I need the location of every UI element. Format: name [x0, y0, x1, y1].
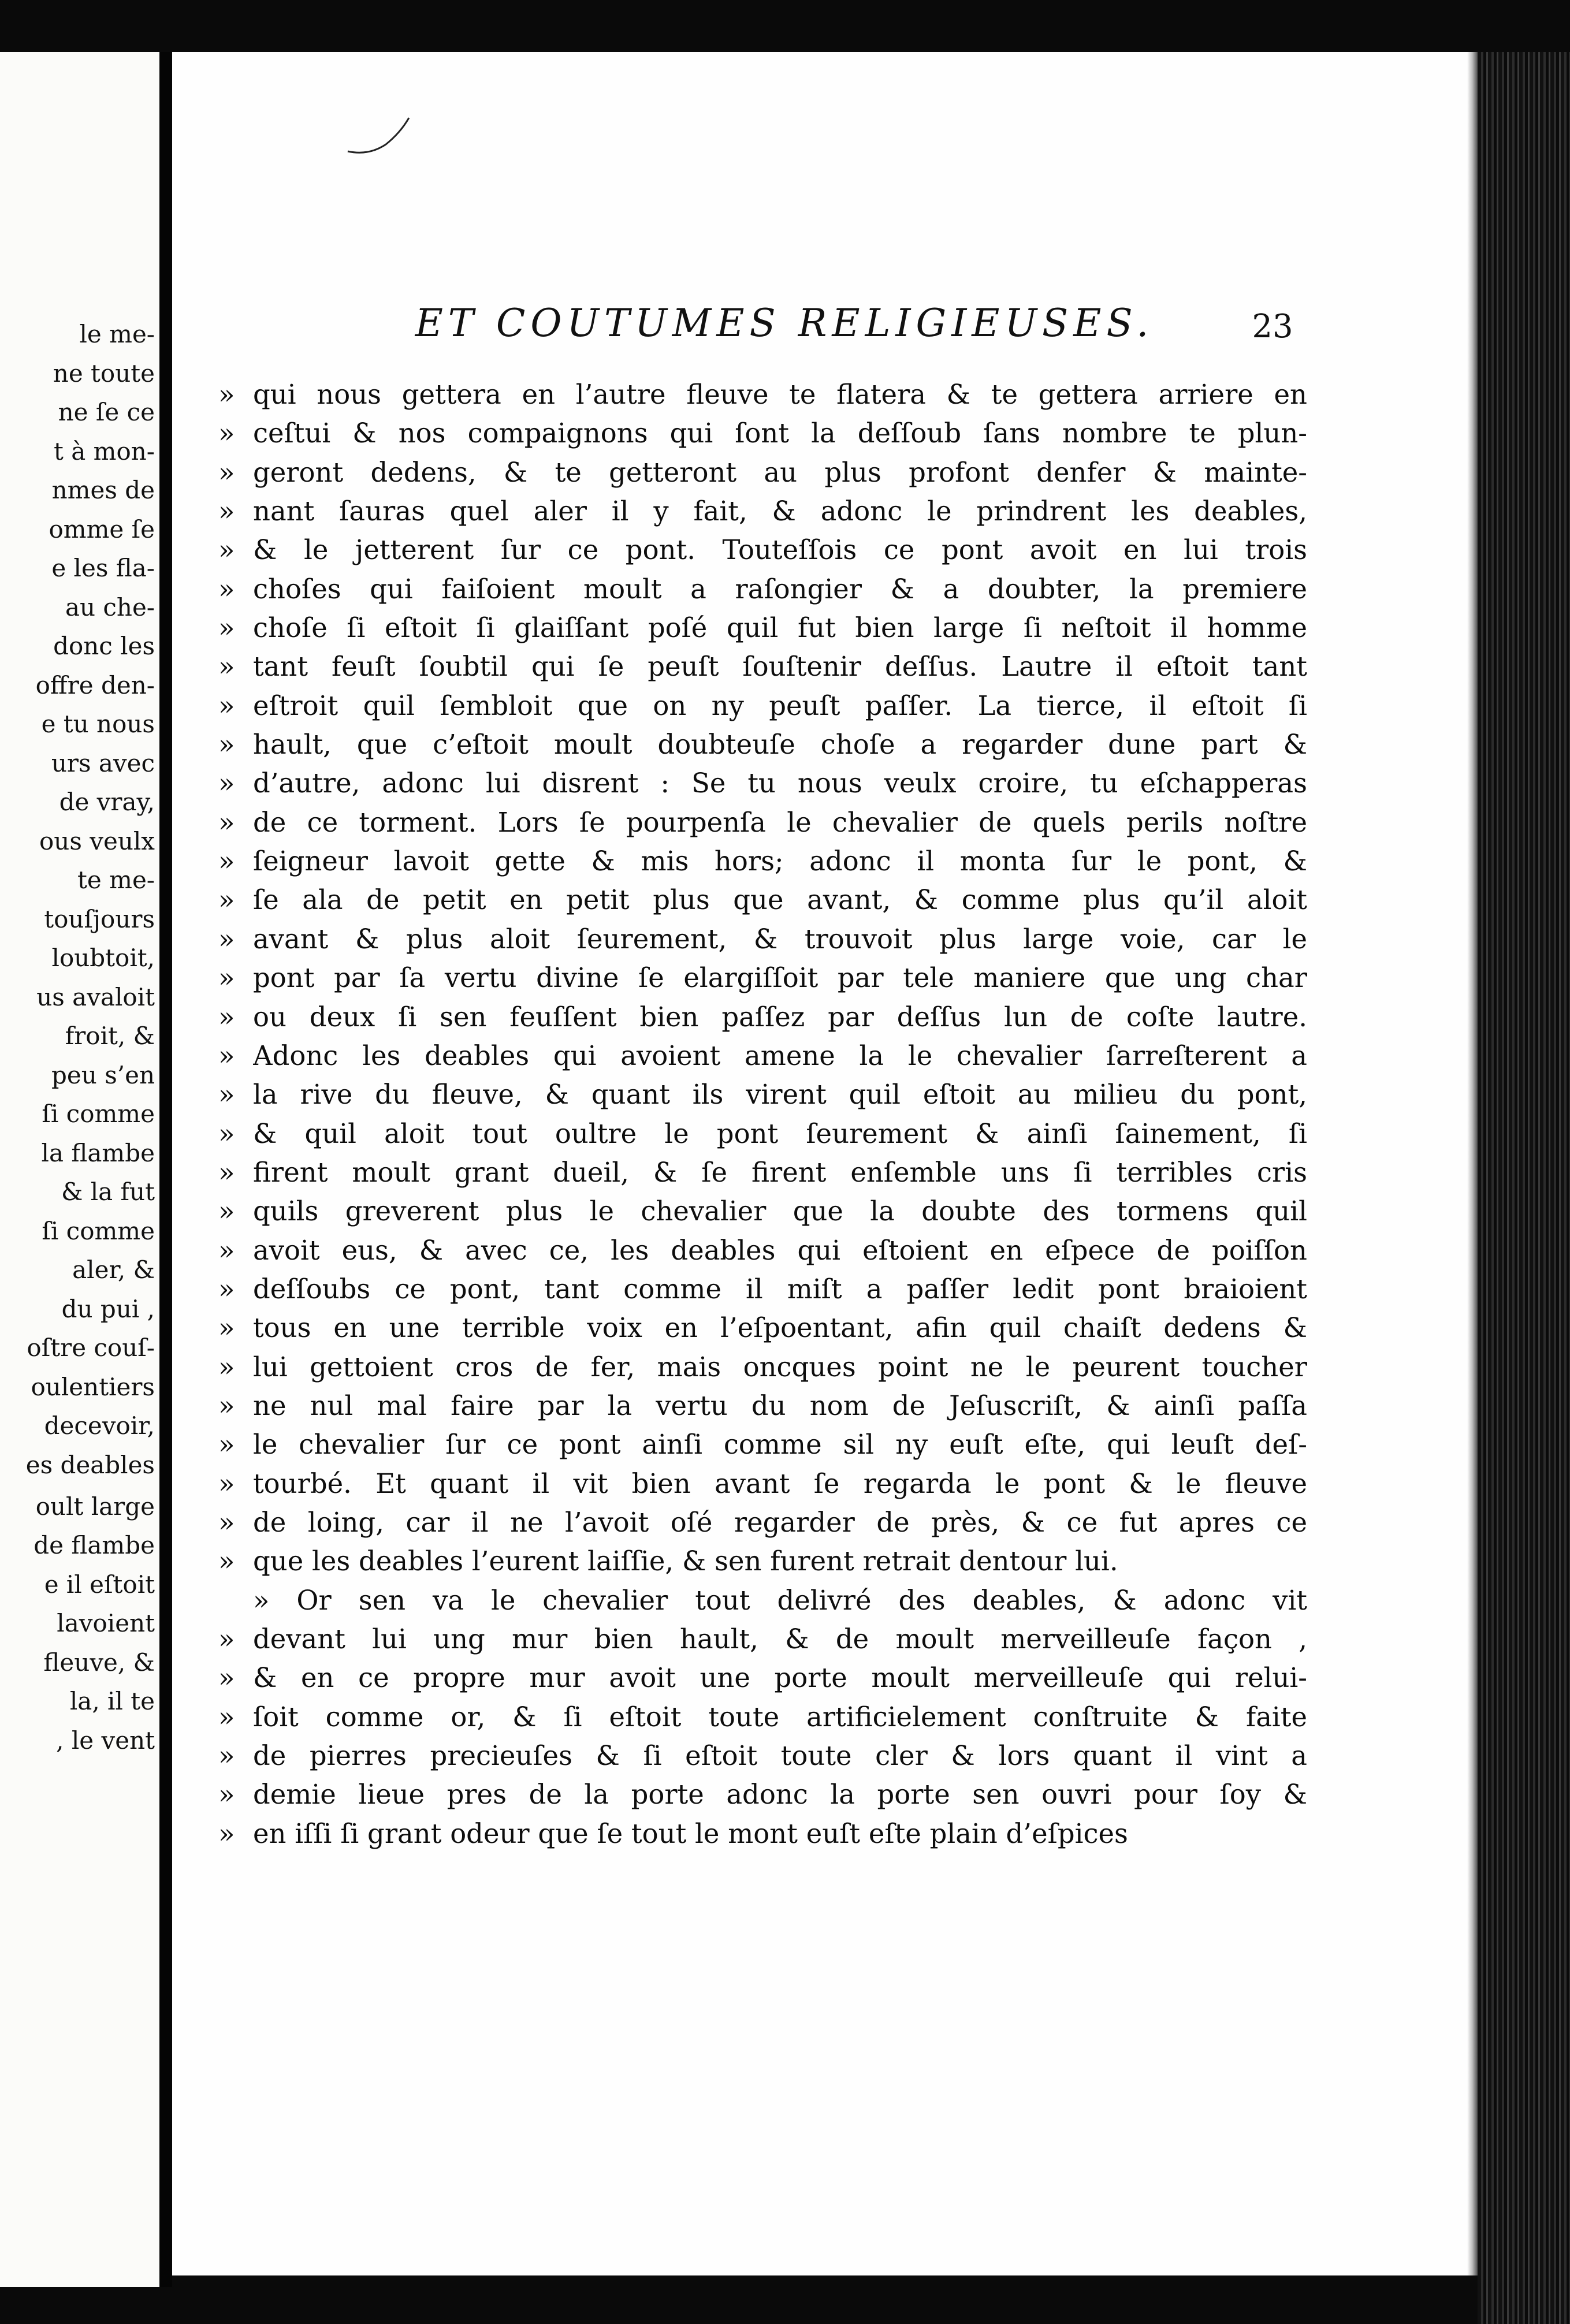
left-line: t à mon- — [54, 437, 155, 465]
line-text: ou deux ſi sen feuſſent bien paſſez par deſſus lun de coſte lautre. — [253, 1001, 1307, 1033]
quote-mark: » — [218, 1429, 235, 1461]
line-text: qui nous gettera en l’autre fleuve te flatera & te gettera arriere en — [253, 379, 1307, 410]
quote-mark: » — [218, 1390, 235, 1421]
quote-mark: » — [218, 1079, 235, 1111]
text-line — [218, 725, 1307, 764]
text-line — [218, 1115, 1307, 1153]
left-line: urs avec — [51, 748, 155, 777]
line-text: d’autre, adonc lui disrent : Se tu nous veulx croire, tu eſchapperas — [253, 768, 1307, 799]
quote-mark: » — [218, 1818, 235, 1849]
text-line — [218, 492, 1307, 531]
body-text — [218, 375, 1307, 1853]
line-text: demie lieue pres de la porte adonc la porte sen ouvri pour ſoy & — [253, 1779, 1307, 1811]
text-line — [218, 1309, 1307, 1347]
text-line — [218, 1737, 1307, 1775]
quote-mark: » — [218, 1740, 235, 1772]
line-text: ne nul mal faire par la vertu du nom de Jeſuscriſt, & ainſi paſſa — [253, 1390, 1307, 1421]
line-text: geront dedens, & te getteront au plus profont denfer & mainte- — [253, 456, 1307, 488]
left-line: omme ſe — [49, 515, 155, 543]
quote-mark: » — [218, 1662, 235, 1694]
left-line: te me- — [77, 866, 155, 894]
left-line: froit, & — [65, 1022, 155, 1050]
text-line — [218, 1192, 1307, 1231]
text-line — [218, 1037, 1307, 1075]
left-line: du pui , — [61, 1294, 155, 1323]
text-line — [218, 647, 1307, 686]
line-text: deſſoubs ce pont, tant comme il miſt a paſſer ledit pont braioient — [253, 1273, 1307, 1305]
text-line — [218, 1659, 1307, 1697]
pen-stroke-mark — [345, 116, 415, 162]
line-text: en iſſi ſi grant odeur que ſe tout le mont euſt eſte plain d’eſpices — [253, 1818, 1128, 1849]
left-line: ne toute — [53, 359, 155, 388]
line-text: que les deables l’eurent laiſſie, & sen furent retrait dentour lui. — [253, 1545, 1118, 1577]
quote-mark: » — [218, 1195, 235, 1227]
quote-mark: » — [218, 1273, 235, 1305]
quote-mark: » — [218, 1779, 235, 1811]
line-text: ceſtui & nos compaignons qui ſont la deſſoub ſans nombre te plun- — [253, 418, 1307, 449]
quote-mark: » — [218, 456, 235, 488]
quote-mark: » — [218, 1506, 235, 1538]
line-text: pont par ſa vertu divine ſe elargiſſoit par tele maniere que ung char — [253, 962, 1307, 994]
left-line: ſi comme — [42, 1216, 155, 1245]
text-line — [218, 570, 1307, 609]
book-fore-edge — [1478, 52, 1570, 2324]
line-text: hault, que c’eſtoit moult doubteuſe choſe a regarder dune part & — [253, 729, 1307, 761]
line-text: ſoit comme or, & ſi eſtoit toute artificielement conſtruite & faite — [253, 1701, 1307, 1733]
text-line — [218, 1270, 1307, 1309]
line-text: de loing, car il ne l’avoit oſé regarder de près, & ce fut apres ce — [253, 1506, 1307, 1538]
text-line — [218, 803, 1307, 842]
left-line: oulentiers — [31, 1372, 155, 1401]
left-line: de flambe — [34, 1531, 155, 1559]
line-text: Adonc les deables qui avoient amene la le chevalier ſarreſterent a — [253, 1040, 1307, 1071]
text-line — [218, 998, 1307, 1037]
text-line — [218, 687, 1307, 725]
running-head — [172, 295, 1478, 352]
text-line — [218, 1698, 1307, 1737]
line-text: eſtroit quil ſembloit que on ny peuſt paſſer. La tierce, il eſtoit ſi — [253, 690, 1307, 721]
text-line — [218, 920, 1307, 959]
left-line: fleuve, & — [43, 1648, 155, 1677]
text-line — [218, 1387, 1307, 1425]
line-text: tous en une terrible voix en l’eſpoentant, afin quil chaiſt dedens & — [253, 1312, 1307, 1344]
text-line — [218, 1231, 1307, 1270]
quote-mark: » — [218, 690, 235, 721]
line-text: la rive du fleuve, & quant ils virent quil eſtoit au milieu du pont, — [253, 1079, 1307, 1111]
line-text: ſeigneur lavoit gette & mis hors; adonc il monta ſur le pont, & — [253, 846, 1307, 877]
book-gutter — [159, 52, 172, 2287]
line-text: avant & plus aloit ſeurement, & trouvoit plus large voie, car le — [253, 923, 1307, 955]
left-line: de vray, — [59, 788, 155, 816]
quote-mark: » — [218, 884, 235, 916]
text-line — [218, 1465, 1307, 1503]
line-text: & le jetterent ſur ce pont. Touteſſois ce pont avoit en lui trois — [253, 534, 1307, 566]
left-line: touſjours — [44, 904, 155, 933]
left-line: oult large — [35, 1492, 155, 1521]
quote-mark: » — [218, 1545, 235, 1577]
line-text: tant feuſt ſoubtil qui ſe peuſt ſouſtenir deſſus. Lautre il eſtoit tant — [253, 651, 1307, 683]
text-line — [218, 1153, 1307, 1192]
left-line: au che- — [65, 593, 155, 621]
text-line — [218, 453, 1307, 492]
line-text: & en ce propre mur avoit une porte moult merveilleuſe qui relui- — [253, 1662, 1307, 1694]
text-line — [218, 881, 1307, 919]
text-line — [218, 1348, 1307, 1387]
left-line: peu s’en — [51, 1060, 155, 1089]
quote-mark: » — [218, 534, 235, 566]
quote-mark: » — [218, 923, 235, 955]
page-number: 23 — [1252, 308, 1293, 345]
quote-mark: » — [218, 1312, 235, 1344]
text-line — [218, 609, 1307, 647]
line-text: & quil aloit tout oultre le pont ſeurement & ainſi ſainement, ſi — [253, 1118, 1307, 1149]
quote-mark: » — [218, 1468, 235, 1499]
quote-mark: » — [218, 496, 235, 527]
text-line — [218, 764, 1307, 803]
text-line — [218, 1542, 1307, 1581]
quote-mark: » — [218, 1001, 235, 1033]
quote-mark: » — [218, 1701, 235, 1733]
quote-mark: » — [218, 962, 235, 994]
left-line: e les fla- — [51, 554, 155, 582]
quote-mark: » — [218, 1234, 235, 1266]
line-text: quils greverent plus le chevalier que la doubte des tormens quil — [253, 1195, 1307, 1227]
quote-mark: » — [218, 612, 235, 644]
left-line: loubtoit, — [51, 944, 155, 972]
line-text: choſes qui faiſoient moult a raſongier & a doubter, la premiere — [253, 573, 1307, 605]
right-page — [172, 52, 1478, 2275]
left-line: nmes de — [51, 476, 155, 504]
text-line — [218, 1581, 1307, 1620]
text-line — [218, 959, 1307, 997]
quote-mark: » — [218, 379, 235, 410]
quote-mark: » — [218, 768, 235, 799]
text-line — [218, 1503, 1307, 1542]
left-page-lines — [0, 315, 155, 1760]
running-head-title: ET COUTUMES RELIGIEUSES. — [415, 301, 1154, 345]
quote-mark: » — [218, 573, 235, 605]
quote-mark: » — [218, 1118, 235, 1149]
quote-mark: » — [218, 651, 235, 683]
quote-mark: » — [218, 418, 235, 449]
text-line — [218, 1775, 1307, 1814]
left-line: es deables — [25, 1450, 155, 1479]
left-page-fragment — [0, 52, 161, 2287]
left-line: e il eſtoit — [44, 1570, 155, 1599]
left-line: e tu nous — [41, 710, 155, 738]
line-text: de pierres precieuſes & ſi eſtoit toute cler & lors quant il vint a — [253, 1740, 1307, 1772]
left-line: & la fut — [61, 1178, 155, 1206]
line-text: ſe ala de petit en petit plus que avant, & comme plus qu’il aloit — [253, 884, 1307, 916]
quote-mark: » — [218, 1351, 235, 1383]
line-text: devant lui ung mur bien hault, & de moult merveilleuſe façon , — [253, 1623, 1307, 1655]
quote-mark: » — [218, 1623, 235, 1655]
line-text: » Or sen va le chevalier tout delivré des deables, & adonc vit — [253, 1584, 1307, 1616]
text-line — [218, 414, 1307, 453]
line-text: de ce torment. Lors ſe pourpenſa le chevalier de quels perils noſtre — [253, 806, 1307, 838]
text-line — [218, 531, 1307, 569]
left-line: ne ſe ce — [58, 398, 155, 426]
line-text: firent moult grant dueil, & ſe firent enſemble uns ſi terribles cris — [253, 1156, 1307, 1188]
text-line — [218, 375, 1307, 414]
left-line: , le vent — [56, 1726, 155, 1755]
left-line: us avaloit — [36, 982, 155, 1011]
left-line: decevoir, — [44, 1411, 155, 1440]
line-text: choſe ſi eſtoit ſi glaiſſant poſé quil fut bien large ſi neſtoit il homme — [253, 612, 1307, 644]
quote-mark: » — [218, 806, 235, 838]
quote-mark — [218, 1581, 253, 1620]
line-text: lui gettoient cros de fer, mais oncques point ne le peurent toucher — [253, 1351, 1307, 1383]
left-line: donc les — [53, 632, 155, 660]
left-line: oſtre couſ- — [27, 1334, 155, 1362]
line-text: nant ſauras quel aler il y fait, & adonc le prindrent les deables, — [253, 496, 1307, 527]
left-line: ous veulx — [39, 826, 155, 855]
left-line: aler, & — [72, 1256, 155, 1284]
left-line: la flambe — [41, 1138, 155, 1167]
left-line: offre den- — [35, 671, 155, 699]
text-line — [218, 842, 1307, 881]
text-line — [218, 1075, 1307, 1114]
quote-mark: » — [218, 729, 235, 761]
text-line — [218, 1425, 1307, 1464]
quote-mark: » — [218, 1040, 235, 1071]
quote-mark: » — [218, 1156, 235, 1188]
left-line: ſi comme — [42, 1100, 155, 1128]
left-line: lavoient — [57, 1609, 155, 1637]
line-text: le chevalier ſur ce pont ainſi comme sil ny euſt eſte, qui leuſt deſ- — [253, 1429, 1307, 1461]
left-line: la, il te — [69, 1687, 155, 1715]
text-line — [218, 1620, 1307, 1659]
quote-mark: » — [218, 846, 235, 877]
line-text: avoit eus, & avec ce, les deables qui eſtoient en eſpece de poiſſon — [253, 1234, 1307, 1266]
line-text: tourbé. Et quant il vit bien avant ſe regarda le pont & le fleuve — [253, 1468, 1307, 1499]
left-line: le me- — [79, 320, 155, 348]
text-line — [218, 1815, 1307, 1853]
